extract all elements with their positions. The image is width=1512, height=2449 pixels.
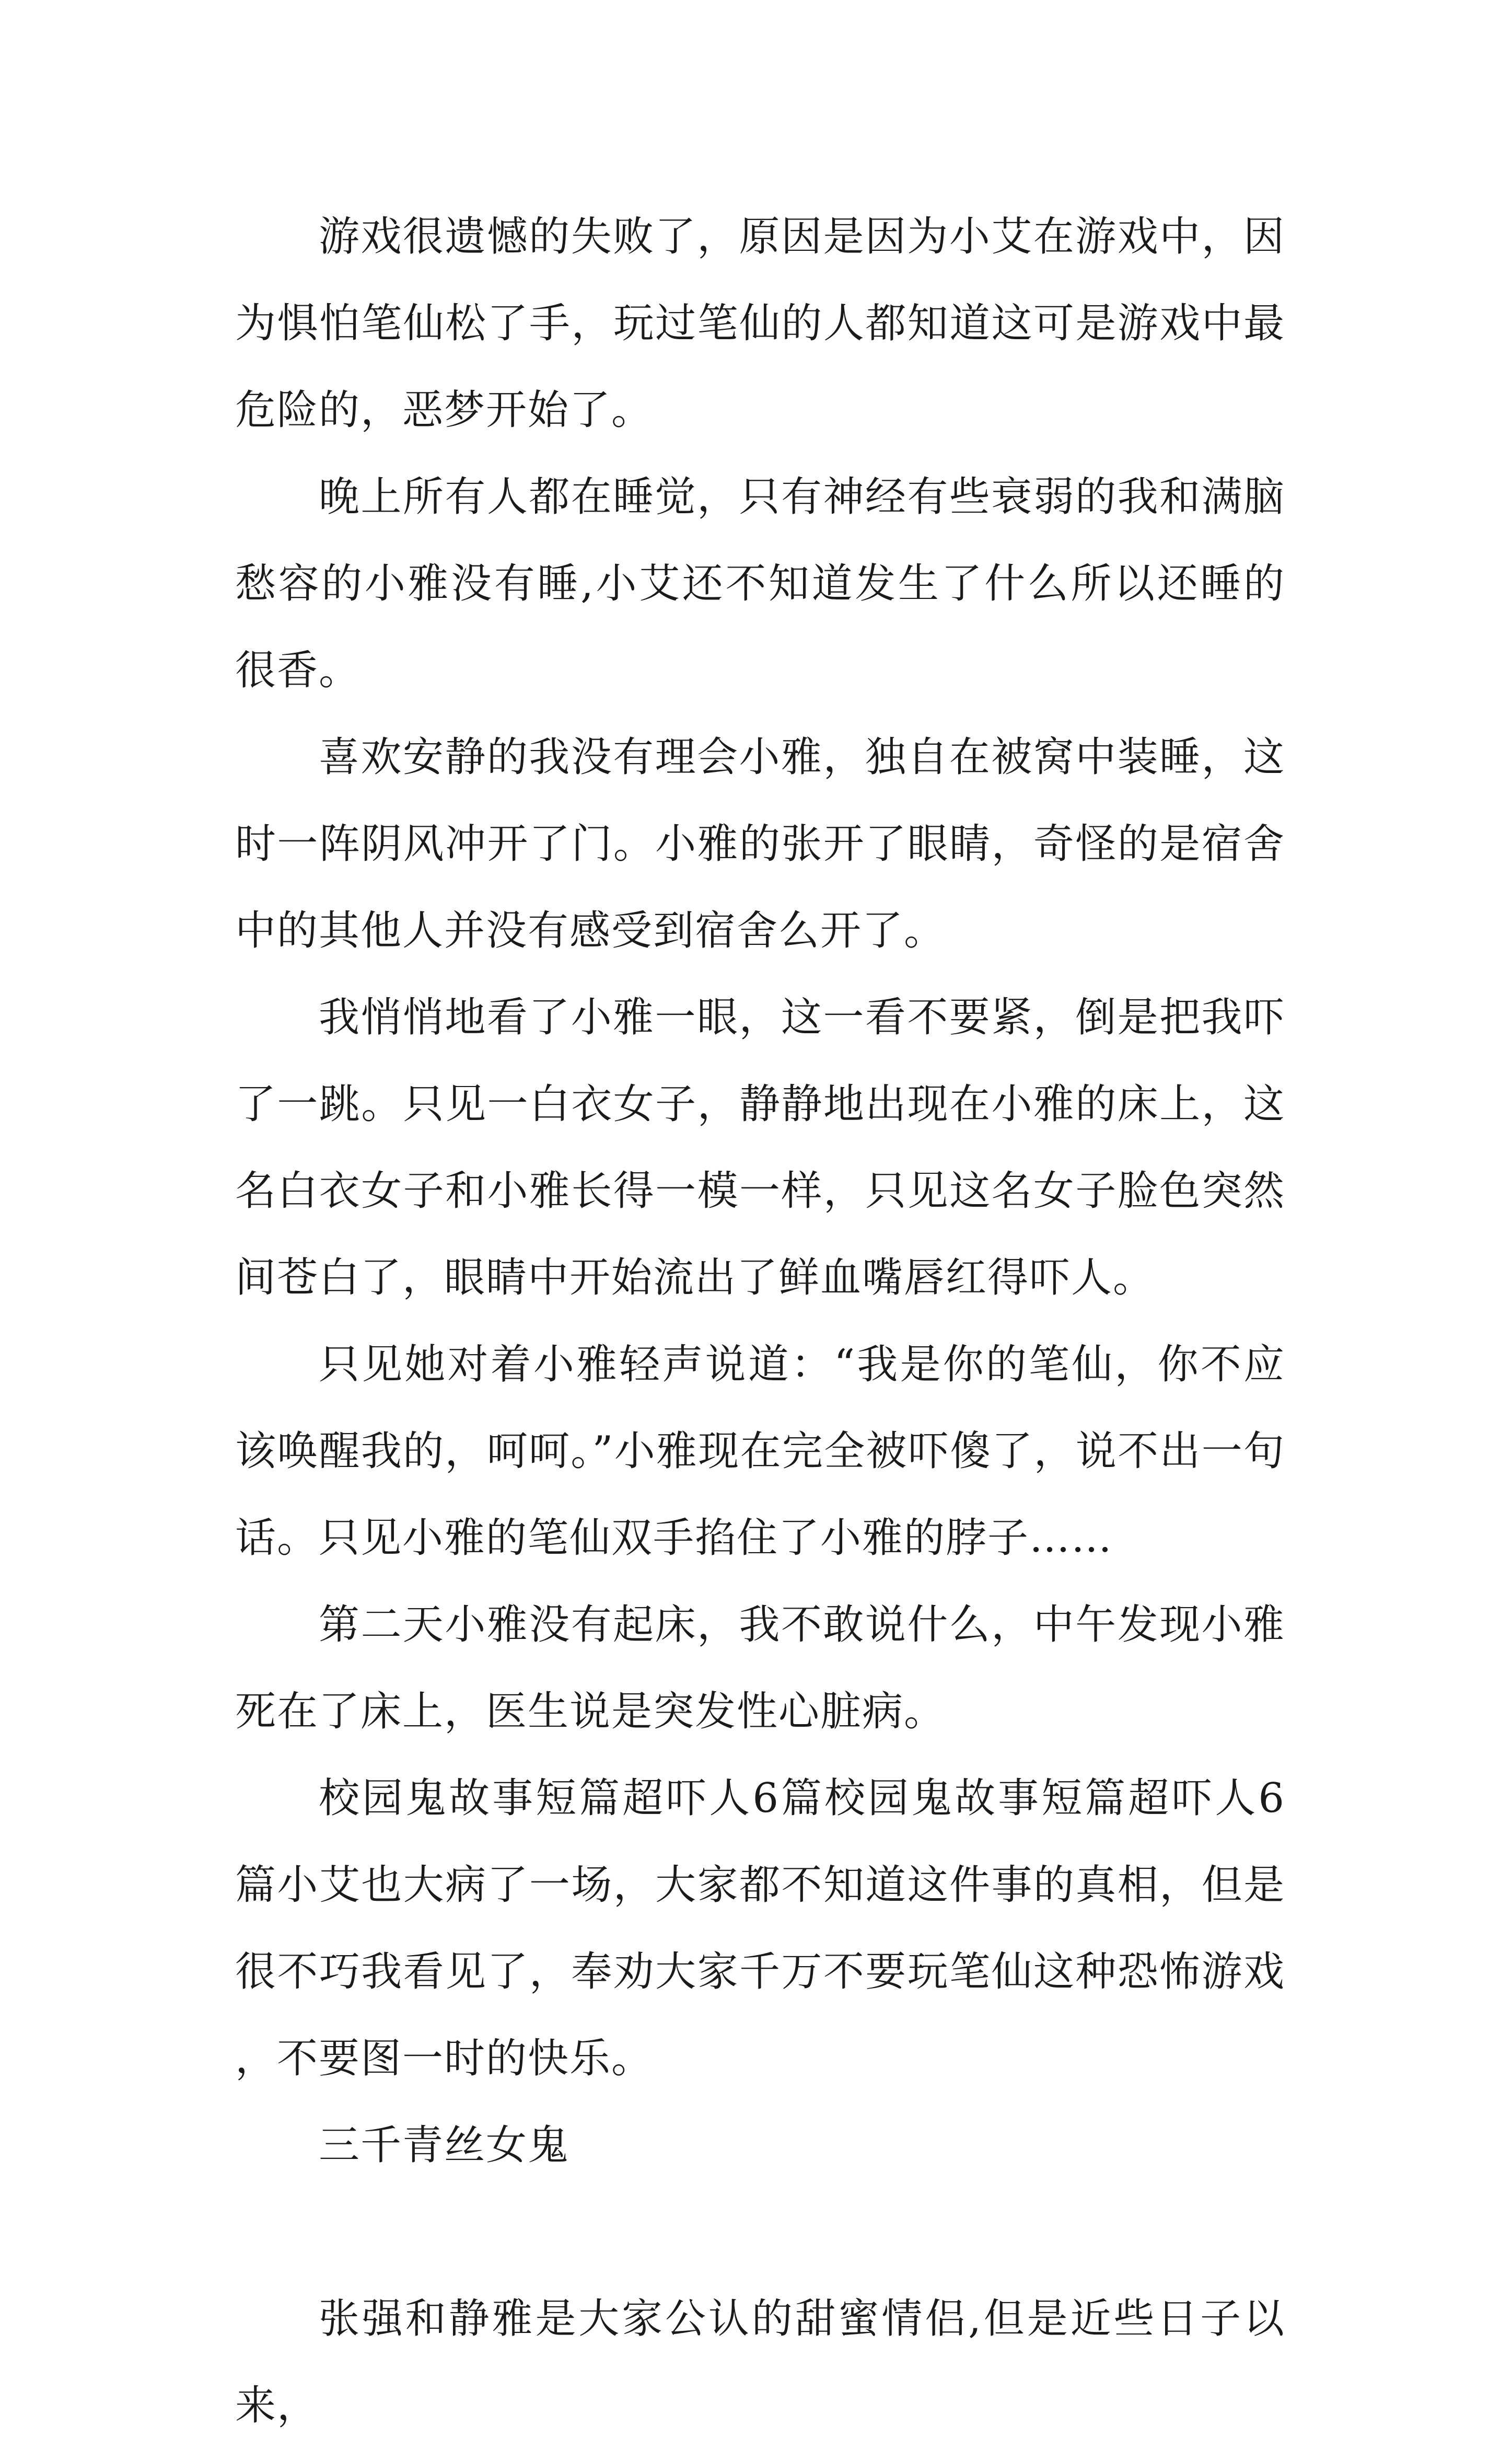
paragraph-6: 第二天小雅没有起床，我不敢说什么，中午发现小雅死在了床上，医生说是突发性心脏病。: [235, 1601, 1285, 1735]
paragraph-5: 只见她对着小雅轻声说道：“我是你的笔仙，你不应该唤醒我的，呵呵。”小雅现在完全被吓傻了，说不出一句话。只见小雅的笔仙双手掐住了小雅的脖子……: [235, 1341, 1285, 1562]
paragraph-2: 晚上所有人都在睡觉，只有神经有些衰弱的我和满脑愁容的小雅没有睡,小艾还不知道发生了什么所以还睡的很香。: [235, 473, 1285, 694]
paragraph-3: 喜欢安静的我没有理会小雅，独自在被窝中装睡，这时一阵阴风冲开了门。小雅的张开了眼睛，奇怪的是宿舍中的其他人并没有感受到宿舍么开了。: [235, 734, 1285, 954]
paragraph-4: 我悄悄地看了小雅一眼，这一看不要紧，倒是把我吓了一跳。只见一白衣女子，静静地出现在小雅的床上，这名白衣女子和小雅长得一模一样，只见这名女子脸色突然间苍白了，眼睛中开始流出了鲜血嘴唇红得吓人。: [235, 994, 1285, 1301]
section-title: 三千青丝女鬼: [319, 2122, 570, 2169]
blank-line: [235, 2189, 1285, 2275]
paragraph-7: 校园鬼故事短篇超吓人6篇校园鬼故事短篇超吓人6篇小艾也大病了一场，大家都不知道这件事的真相，但是很不巧我看见了，奉劝大家千万不要玩笔仙这种恐怖游戏，不要图一时的快乐。: [235, 1775, 1285, 2082]
document-body: [235, 193, 1285, 2449]
paragraph-8: 张强和静雅是大家公认的甜蜜情侣,但是近些日子以来，: [235, 2295, 1285, 2429]
paragraph-1: 游戏很遗憾的失败了，原因是因为小艾在游戏中，因为惧怕笔仙松了手，玩过笔仙的人都知道这可是游戏中最危险的，恶梦开始了。: [235, 213, 1285, 434]
